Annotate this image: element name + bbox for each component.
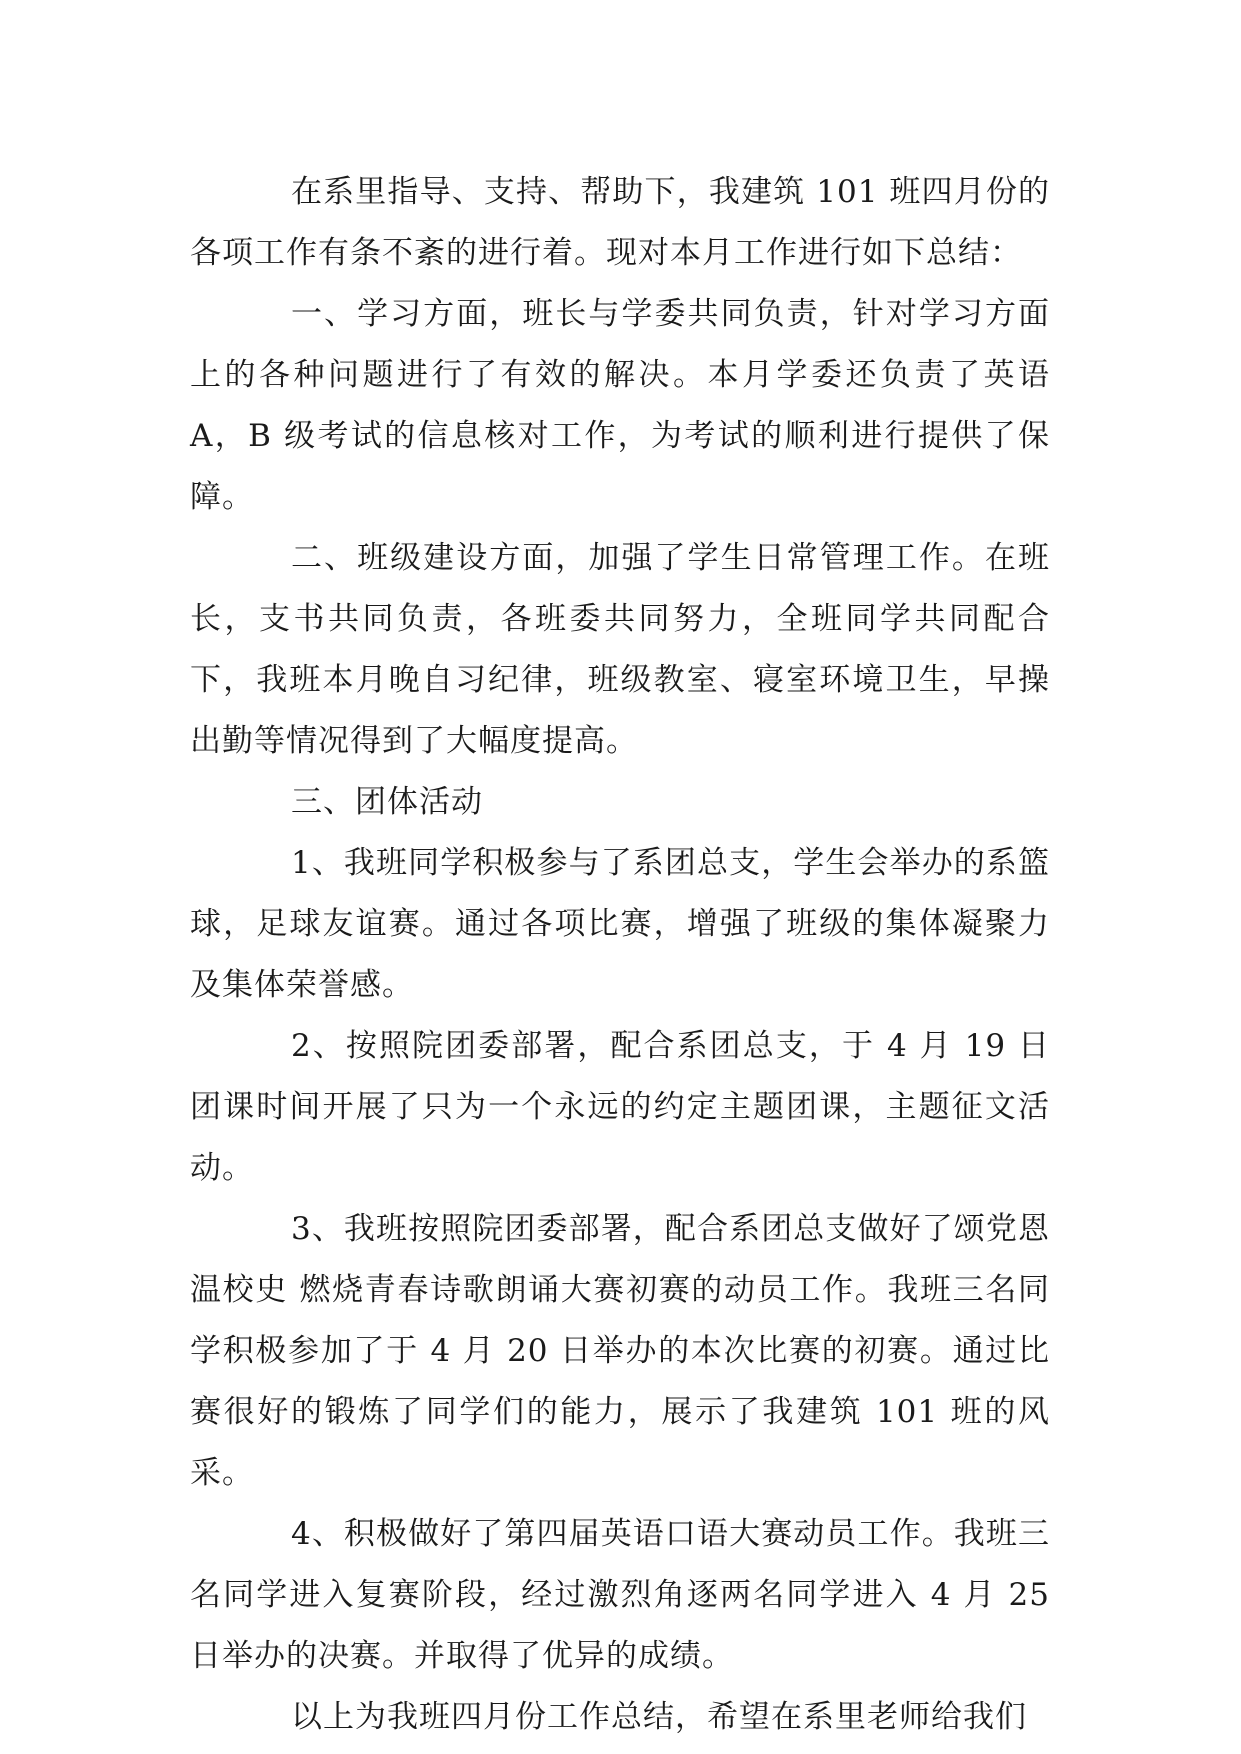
paragraph-study: 一、学习方面，班长与学委共同负责，针对学习方面上的各种问题进行了有效的解决。本月学委还负责了英语 A，B 级考试的信息核对工作，为考试的顺利进行提供了保障。 — [190, 296, 1050, 515]
paragraph-conclusion: 以上为我班四月份工作总结，希望在系里老师给我们 — [291, 1699, 1027, 1735]
paragraph-activity-1: 1、我班同学积极参与了系团总支，学生会举办的系篮球，足球友谊赛。通过各项比赛，增强了班级的集体凝聚力及集体荣誉感。 — [190, 845, 1050, 1003]
paragraph-activity-3: 3、我班按照院团委部署，配合系团总支做好了颂党恩 温校史 燃烧青春诗歌朗诵大赛初赛的动员工作。我班三名同学积极参加了于 4 月 20 日举办的本次比赛的初赛。通过比赛很好的锻炼了同学们的能力，展示了我建筑 101 班的风采。 — [190, 1211, 1050, 1491]
paragraph-activity-4: 4、积极做好了第四届英语口语大赛动员工作。我班三名同学进入复赛阶段，经过激烈角逐两名同学进入 4 月 25 日举办的决赛。并取得了优异的成绩。 — [190, 1516, 1050, 1674]
paragraph-intro: 在系里指导、支持、帮助下，我建筑 101 班四月份的各项工作有条不紊的进行着。现对本月工作进行如下总结： — [190, 174, 1050, 271]
document-body — [190, 162, 1050, 1748]
paragraph-class-building: 二、班级建设方面，加强了学生日常管理工作。在班长，支书共同负责，各班委共同努力，全班同学共同配合下，我班本月晚自习纪律，班级教室、寝室环境卫生，早操出勤等情况得到了大幅度提高。 — [190, 540, 1050, 759]
paragraph-activity-2: 2、按照院团委部署，配合系团总支，于 4 月 19 日团课时间开展了只为一个永远的约定主题团课，主题征文活动。 — [190, 1028, 1050, 1186]
paragraph-group-activities-heading: 三、团体活动 — [291, 784, 483, 820]
